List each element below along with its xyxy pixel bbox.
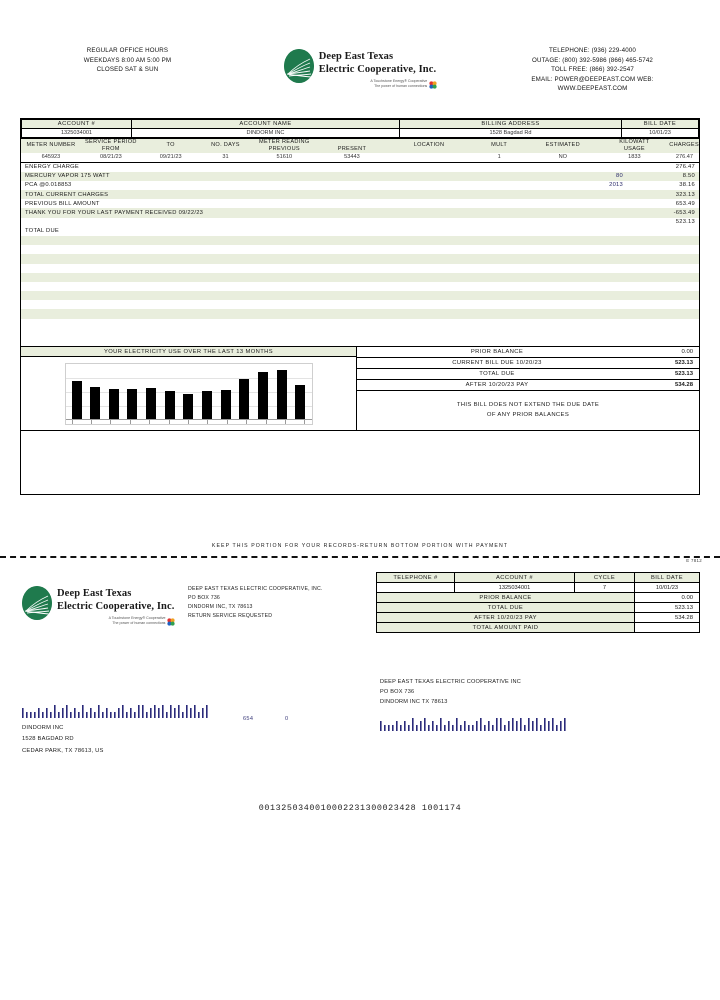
col-header-reading-present: PRESENT xyxy=(318,139,386,153)
form-code-text: E 7812 xyxy=(686,558,702,563)
chart-bar xyxy=(127,389,137,419)
office-hours-line-1: REGULAR OFFICE HOURS xyxy=(86,47,169,54)
charge-desc: TOTAL CURRENT CHARGES xyxy=(25,191,109,198)
coop-logo-icon xyxy=(284,49,314,83)
filler-band-area xyxy=(21,236,699,346)
charge-line-row xyxy=(21,181,699,190)
filler-row xyxy=(21,337,699,346)
col-header-service-to: TO xyxy=(141,139,201,153)
value-mult: 1 xyxy=(472,153,526,162)
account-summary-table xyxy=(21,119,699,138)
tear-instruction-text: KEEP THIS PORTION FOR YOUR RECORDS-RETURN BOTTOM PORTION WITH PAYMENT xyxy=(211,543,509,549)
tagline-line-1: A Touchstone Energy® Cooperative xyxy=(370,79,428,84)
col-header-meter-number: METER NUMBER xyxy=(21,139,81,153)
company-logo-block xyxy=(235,44,485,89)
office-hours-line-3: CLOSED SAT & SUN xyxy=(96,66,159,74)
remit-input-amount-paid[interactable] xyxy=(635,623,700,633)
charge-line-row xyxy=(21,172,699,181)
remit-label-total-due: TOTAL DUE xyxy=(377,603,635,613)
value-account-name: DINDORM INC xyxy=(132,129,400,138)
remit-total-due-row xyxy=(377,603,700,613)
cust-addr-line-2: 1528 BAGDAD RD xyxy=(22,736,74,743)
contact-email: EMAIL: POWER@DEEPEAST.COM WEB: xyxy=(531,75,654,83)
summary-label: AFTER 10/20/23 PAY xyxy=(465,382,529,389)
col-header-estimated: ESTIMATED xyxy=(526,139,600,153)
remit-col-account: ACCOUNT # xyxy=(455,573,575,583)
total-due-label: TOTAL DUE xyxy=(25,228,60,235)
cust-addr-line-3: CEDAR PARK, TX 78613, US xyxy=(22,747,104,754)
ret-addr-line-2: PO BOX 736 xyxy=(380,688,415,695)
meter-header-row xyxy=(21,139,699,153)
account-header-row xyxy=(22,120,699,129)
filler-row xyxy=(21,254,699,263)
chart-bar xyxy=(90,387,100,419)
col-header-bill-date: BILL DATE xyxy=(622,120,699,129)
remit-value-account: 1325034001 xyxy=(455,583,575,593)
payment-mailing-address xyxy=(380,678,521,707)
value-bill-date: 10/01/23 xyxy=(622,129,699,138)
touchstone-tagline xyxy=(319,79,436,89)
bill-main-panel xyxy=(20,118,700,495)
contact-outage: OUTAGE: (800) 392-5986 (866) 465-5742 xyxy=(532,56,653,64)
remittance-table xyxy=(376,572,700,633)
charge-lines-table xyxy=(21,162,699,236)
contact-telephone: TELEPHONE: (936) 229-4000 xyxy=(549,47,636,54)
chart-bar xyxy=(295,385,305,419)
summary-row xyxy=(357,347,699,358)
stub-logo-block xyxy=(22,585,174,626)
summary-value: 534.28 xyxy=(674,382,693,389)
charge-amount: 523.13 xyxy=(675,219,695,226)
value-service-to: 09/21/23 xyxy=(141,153,201,162)
summary-row xyxy=(357,369,699,380)
charge-mid xyxy=(537,162,627,171)
summary-row xyxy=(357,358,699,369)
filler-row xyxy=(21,282,699,291)
tagline-line-2: The power of human connections xyxy=(374,84,428,89)
col-header-location: LOCATION xyxy=(386,139,473,153)
coop-return-address xyxy=(188,585,323,621)
remit-value-telephone xyxy=(377,583,455,593)
value-meter-number: 645923 xyxy=(21,153,81,162)
stub-touchstone-flower-icon xyxy=(167,618,174,625)
col-header-account-name: ACCOUNT NAME xyxy=(132,120,400,129)
chart-ticks xyxy=(72,420,306,424)
total-due-amount xyxy=(627,227,699,236)
remit-label-after-pay: AFTER 10/20/23 PAY xyxy=(377,613,635,623)
remit-value-cycle: 7 xyxy=(575,583,635,593)
meter-value-row xyxy=(21,153,699,162)
disclaimer-line-1: THIS BILL DOES NOT EXTEND THE DUE DATE xyxy=(456,402,600,409)
chart-bar xyxy=(146,388,156,419)
filler-row xyxy=(21,319,699,328)
contact-tollfree: TOLL FREE: (866) 392-2547 xyxy=(551,66,634,74)
chart-bar xyxy=(72,381,82,419)
charge-mid xyxy=(537,208,627,217)
charge-mid: 80 xyxy=(616,173,623,180)
value-kwh-usage: 1833 xyxy=(600,153,670,162)
summary-value: 0.00 xyxy=(681,349,693,356)
charge-line-row xyxy=(21,218,699,227)
remit-col-telephone: TELEPHONE # xyxy=(377,573,455,583)
balance-summary-panel xyxy=(357,347,699,430)
value-location xyxy=(386,153,473,162)
office-hours-block xyxy=(20,44,235,75)
stub-tagline-line-2: The power of human connections xyxy=(112,621,166,626)
filler-row xyxy=(21,245,699,254)
coop-logo-icon-stub xyxy=(22,586,52,620)
charge-desc: PREVIOUS BILL AMOUNT xyxy=(25,200,100,207)
col-header-reading-previous: METER READING PREVIOUS xyxy=(250,139,318,153)
remit-value-prior-balance: 0.00 xyxy=(635,593,700,603)
office-hours-line-2: WEEKDAYS 8:00 AM 5:00 PM xyxy=(83,56,172,64)
cust-addr-line-1: DINDORM INC xyxy=(22,725,64,731)
chart-bar xyxy=(165,391,175,419)
charge-amount: 323.13 xyxy=(675,191,695,198)
usage-graph-area xyxy=(21,357,356,430)
chart-bar xyxy=(109,389,119,419)
remit-label-amount-paid: TOTAL AMOUNT PAID xyxy=(377,623,635,633)
charge-amount: 8.50 xyxy=(682,173,695,180)
meter-detail-table xyxy=(21,138,699,162)
value-reading-present: 53443 xyxy=(318,153,386,162)
chart-bar xyxy=(258,372,268,419)
remit-prior-balance-row xyxy=(377,593,700,603)
col-header-service-from: SERVICE PERIOD FROM xyxy=(81,139,141,153)
stub-touchstone-tagline xyxy=(57,616,174,626)
col-header-charges: CHARGES xyxy=(669,139,699,153)
charge-line-row xyxy=(21,190,699,199)
contact-website: WWW.DEEPEAST.COM xyxy=(557,85,628,93)
remit-after-due-row xyxy=(377,613,700,623)
summary-value: 523.13 xyxy=(674,371,693,378)
charge-amount: 653.49 xyxy=(675,200,695,207)
ret-addr-line-1: DEEP EAST TEXAS ELECTRIC COOPERATIVE INC xyxy=(380,679,521,685)
remit-label-prior-balance: PRIOR BALANCE xyxy=(377,593,635,603)
value-account-number: 1325034001 xyxy=(22,129,132,138)
account-value-row xyxy=(22,129,699,138)
usage-graph-panel xyxy=(21,347,357,430)
contact-info-block xyxy=(485,44,700,94)
filler-row xyxy=(21,328,699,337)
stub-meta-right: 0 xyxy=(284,716,289,722)
charge-mid xyxy=(537,190,627,199)
charge-mid: 2013 xyxy=(609,182,623,189)
customer-mailing-address xyxy=(22,723,104,757)
value-billing-address: 1528 Bagdad Rd xyxy=(400,129,622,138)
chart-bar xyxy=(221,390,231,419)
chart-bar xyxy=(183,394,193,419)
total-due-row xyxy=(21,227,699,236)
charge-line-row xyxy=(21,162,699,171)
company-name-line-1: Deep East Texas xyxy=(318,51,394,62)
coop-addr-line-4: RETURN SERVICE REQUESTED xyxy=(188,613,273,620)
stub-tagline-line-1: A Touchstone Energy® Cooperative xyxy=(108,616,166,621)
value-no-days: 31 xyxy=(201,153,251,162)
charge-desc: PCA @0.018853 xyxy=(25,182,72,189)
charge-desc xyxy=(21,218,537,227)
summary-value: 523.13 xyxy=(674,360,693,367)
remit-amount-paid-row[interactable] xyxy=(377,623,700,633)
charge-amount: 276.47 xyxy=(675,164,695,171)
charge-desc: THANK YOU FOR YOUR LAST PAYMENT RECEIVED 09/22/23 xyxy=(25,210,204,216)
usage-graph-title: YOUR ELECTRICITY USE OVER THE LAST 13 MONTHS xyxy=(21,347,356,357)
message-blank-area xyxy=(21,430,699,494)
coop-addr-line-2: PO BOX 736 xyxy=(188,595,220,602)
ret-addr-line-3: DINDORM INC TX 78613 xyxy=(380,698,448,705)
charge-desc: ENERGY CHARGE xyxy=(25,164,80,171)
summary-label: TOTAL DUE xyxy=(479,371,515,378)
charge-amount: 38.16 xyxy=(679,182,695,189)
filler-row xyxy=(21,291,699,300)
disclaimer-line-2: OF ANY PRIOR BALANCES xyxy=(486,412,570,419)
due-date-disclaimer xyxy=(357,391,699,429)
chart-bar xyxy=(277,370,287,419)
stub-company-name-line-1: Deep East Texas xyxy=(57,588,132,599)
touchstone-flower-icon xyxy=(429,81,436,88)
charge-line-row xyxy=(21,199,699,208)
remit-value-total-due: 523.13 xyxy=(635,603,700,613)
summary-row xyxy=(357,380,699,391)
filler-row xyxy=(21,264,699,273)
value-reading-previous: 51610 xyxy=(250,153,318,162)
coop-addr-line-3: DINDORM INC, TX 78613 xyxy=(188,604,253,611)
chart-bar xyxy=(239,379,249,419)
col-header-no-days: NO. DAYS xyxy=(201,139,251,153)
filler-row xyxy=(21,273,699,282)
remit-value-bill-date: 10/01/23 xyxy=(635,583,700,593)
coop-addr-line-1: DEEP EAST TEXAS ELECTRIC COOPERATIVE, INC. xyxy=(188,586,323,592)
return-postal-barcode xyxy=(380,718,575,739)
charge-desc: MERCURY VAPOR 175 WATT xyxy=(25,173,110,180)
stub-meta-left: 654 xyxy=(243,716,254,722)
company-name-line-2: Electric Cooperative, Inc. xyxy=(318,64,437,76)
col-header-billing-address: BILLING ADDRESS xyxy=(400,120,622,129)
col-header-account-number: ACCOUNT # xyxy=(22,120,132,129)
stub-meta-numbers xyxy=(243,716,288,722)
total-due-mid xyxy=(537,227,627,236)
bill-lower-section xyxy=(21,346,699,430)
page-header xyxy=(0,0,720,93)
col-header-mult: MULT xyxy=(472,139,526,153)
filler-row xyxy=(21,300,699,309)
value-service-from: 08/21/23 xyxy=(81,153,141,162)
chart-bars xyxy=(72,369,306,419)
tear-dashed-line xyxy=(0,556,720,558)
charge-line-row xyxy=(21,208,699,217)
col-header-kwh-usage: KILOWATT USAGE xyxy=(600,139,670,153)
summary-label: PRIOR BALANCE xyxy=(470,349,524,356)
remit-col-cycle: CYCLE xyxy=(575,573,635,583)
value-estimated: NO xyxy=(526,153,600,162)
filler-row xyxy=(21,309,699,318)
remit-col-bill-date: BILL DATE xyxy=(635,573,700,583)
summary-label: CURRENT BILL DUE 10/20/23 xyxy=(452,360,542,367)
charge-mid xyxy=(537,199,627,208)
charge-amount: -653.49 xyxy=(673,210,695,216)
remit-header-row xyxy=(377,573,700,583)
charge-mid xyxy=(537,218,627,227)
usage-bar-chart xyxy=(65,363,313,425)
chart-bar xyxy=(202,391,212,419)
remit-value-after-pay: 534.28 xyxy=(635,613,700,623)
ocr-scanline: 0013250340010002231300023428 1001174 xyxy=(258,803,462,813)
remit-value-row xyxy=(377,583,700,593)
stub-company-name-line-2: Electric Cooperative, Inc. xyxy=(57,601,175,613)
value-charges: 276.47 xyxy=(669,153,699,162)
filler-row xyxy=(21,236,699,245)
